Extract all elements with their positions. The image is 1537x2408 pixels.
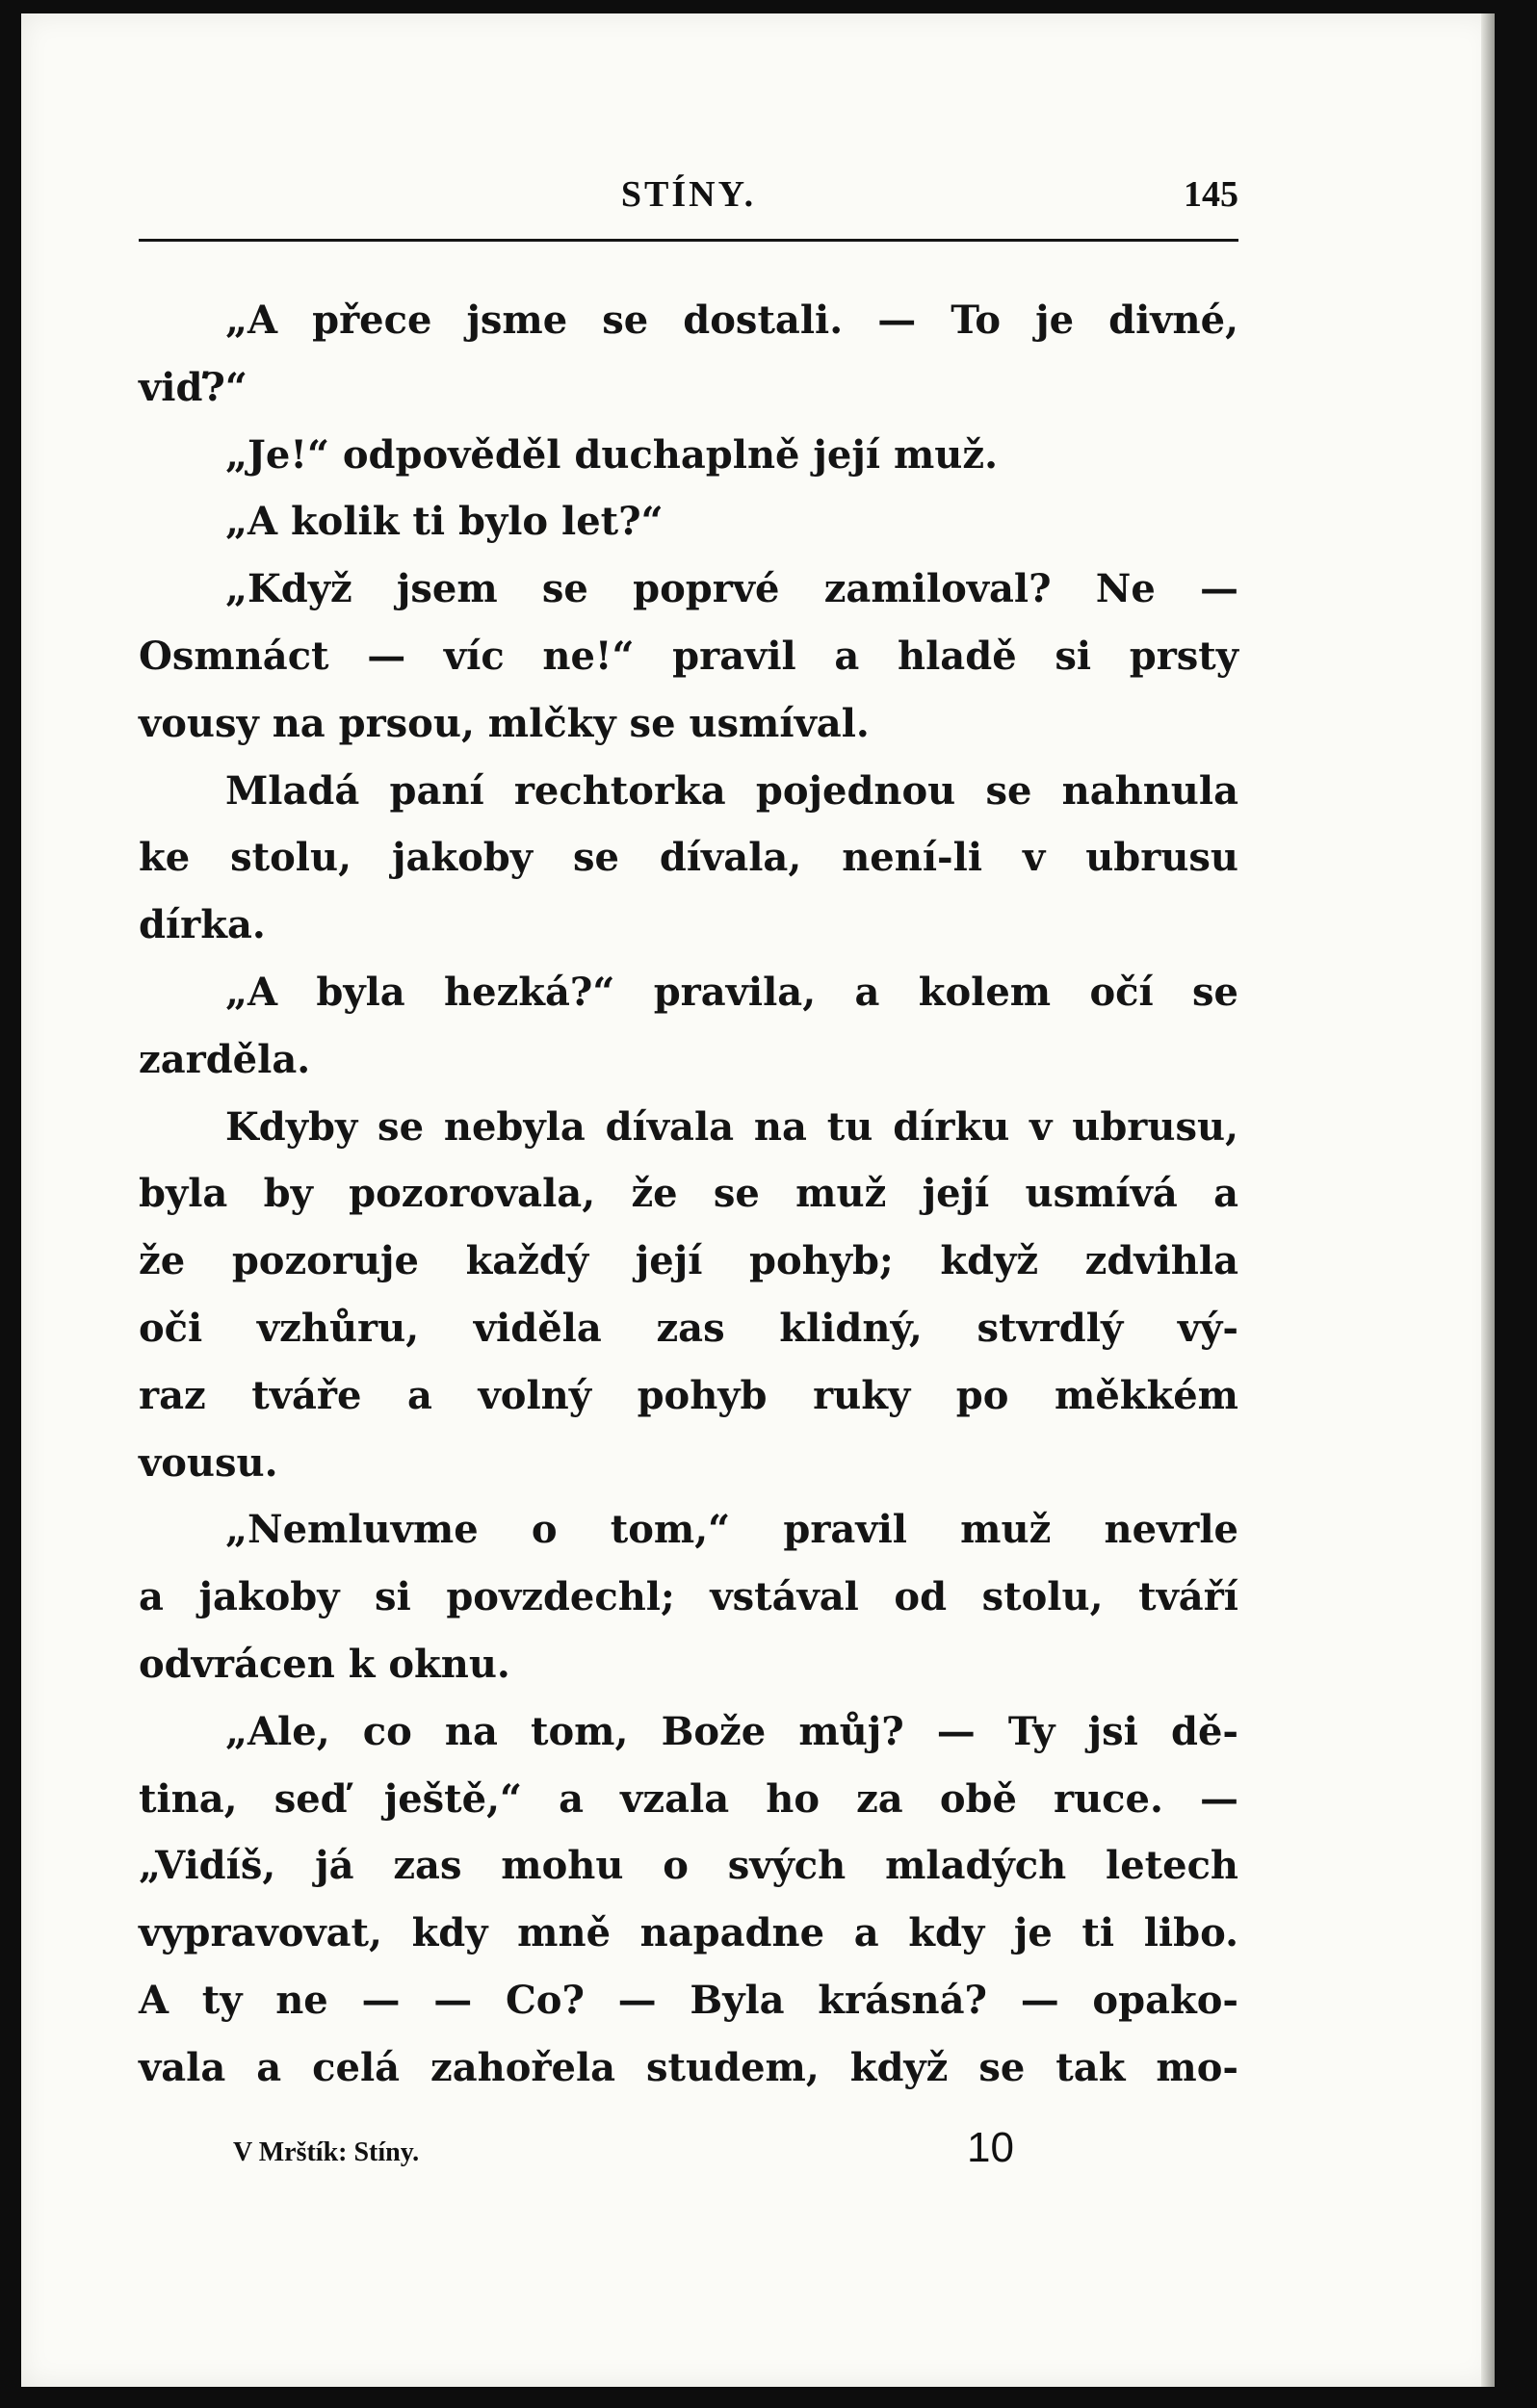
sheet-number: 10 [967, 2124, 1014, 2171]
text-line: vousy na prsou, mlčky se usmíval. [139, 700, 870, 746]
text-line: že pozoruje každý její pohyb; když zdvihla [139, 1238, 1238, 1284]
page-edge-shadow [1481, 13, 1495, 2387]
text-line: „Ale, co na tom, Bože můj? — Ty jsi dě- [225, 1708, 1238, 1754]
text-line: „A kolik ti bylo let?“ [225, 499, 664, 545]
text-line: tina, seď ještě,“ a vzala ho za obě ruce. — [139, 1775, 1238, 1822]
text-line: raz tváře a volný pohyb ruky po měkkém [139, 1372, 1238, 1418]
text-line: vala a celá zahořela studem, když se tak mo- [139, 2044, 1238, 2090]
text-line: Kdyby se nebyla dívala na tu dírku v ubrusu, [225, 1103, 1238, 1150]
page-header [139, 173, 1238, 227]
text-line: A ty ne — — Co? — Byla krásná? — opako- [139, 1977, 1238, 2023]
text-line: „Je!“ odpověděl duchaplně její muž. [225, 431, 998, 478]
text-line: „Když jsem se poprvé zamiloval? Ne — [225, 566, 1238, 612]
text-line: a jakoby si povzdechl; vstával od stolu, tváří [139, 1574, 1238, 1620]
text-line: „A byla hezká?“ pravila, a kolem očí se [225, 969, 1238, 1015]
text-line: odvrácen k oknu. [139, 1641, 510, 1687]
text-line: dírka. [139, 902, 266, 948]
printer-signature: V Mrštík: Stíny. [233, 2137, 420, 2167]
text-line: viď?“ [139, 364, 247, 410]
text-line: zarděla. [139, 1036, 311, 1082]
text-line: „A přece jsme se dostali. — To je divné, [225, 298, 1238, 343]
text-line: ke stolu, jakoby se dívala, není-li v ubrusu [139, 835, 1238, 881]
text-line: „Nemluvme o tom,“ pravil muž nevrle [225, 1507, 1238, 1553]
text-line: byla by pozorovala, že se muž její usmívá a [139, 1171, 1238, 1217]
header-rule [139, 239, 1238, 242]
text-line: Osmnáct — víc ne!“ pravil a hladě si prsty [139, 633, 1238, 679]
running-title: STÍNY. [620, 174, 757, 215]
text-line: Mladá paní rechtorka pojednou se nahnula [225, 767, 1238, 814]
text-line: vypravovat, kdy mně napadne a kdy je ti libo. [139, 1910, 1238, 1956]
text-line: „Vidíš, já zas mohu o svých mladých letech [139, 1843, 1238, 1889]
page-number: 145 [1184, 174, 1238, 215]
page-footer [216, 2118, 1063, 2186]
text-line: oči vzhůru, viděla zas klidný, stvrdlý vý- [139, 1305, 1238, 1351]
text-line: vousu. [139, 1439, 278, 1486]
body-text [139, 287, 1238, 2102]
